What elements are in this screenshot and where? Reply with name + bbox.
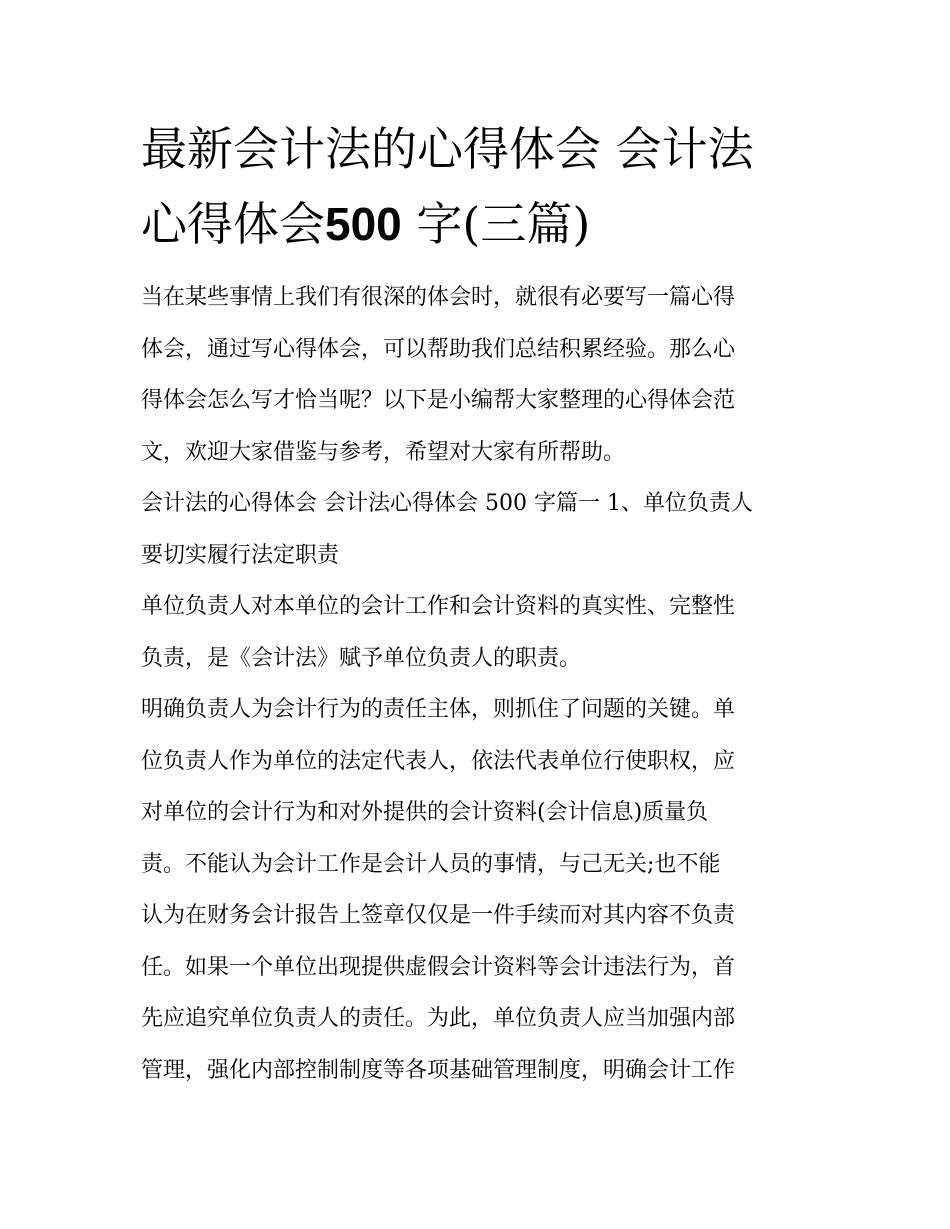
text-line: 对单位的会计行为和对外提供的会计资料(会计信息)质量负 <box>141 800 709 825</box>
paragraph-responsibility <box>141 581 813 684</box>
text-line: 单位负责人对本单位的会计工作和会计资料的真实性、完整性 <box>141 594 736 619</box>
document-title <box>141 112 813 262</box>
text-line: 责。不能认为会计工作是会计人员的事情，与己无关;也不能 <box>141 851 721 877</box>
text-line: 管理，强化内部控制制度等各项基础管理制度，明确会计工作 <box>141 1057 736 1083</box>
title-line-2-text: 心得体会 <box>141 197 325 251</box>
document-content <box>141 112 813 1096</box>
text-line: 认为在财务会计报告上签章仅仅是一件手续而对其内容不负责 <box>141 903 736 928</box>
paragraph-body <box>141 684 813 1096</box>
title-line-1: 最新会计法的心得体会 会计法 <box>141 122 754 176</box>
document-body <box>141 272 813 1096</box>
text-line: 体会，通过写心得体会，可以帮助我们总结积累经验。那么心 <box>141 336 736 362</box>
title-line-2 <box>141 187 813 262</box>
paragraph-section-heading <box>141 478 813 581</box>
text-line: 任。如果一个单位出现提供虚假会计资料等会计违法行为，首 <box>141 954 736 980</box>
text-line: 明确负责人为会计行为的责任主体，则抓住了问题的关键。单 <box>141 697 736 722</box>
text-line: 要切实履行法定职责 <box>141 542 340 568</box>
text-line: 文，欢迎大家借鉴与参考，希望对大家有所帮助。 <box>141 439 626 465</box>
text-line: 当在某些事情上我们有很深的体会时，就很有必要写一篇心得 <box>141 285 736 310</box>
text-line: 位负责人作为单位的法定代表人，依法代表单位行使职权，应 <box>141 748 736 774</box>
paragraph-intro <box>141 272 813 478</box>
title-number: 500 <box>325 198 402 250</box>
text-line: 负责，是《会计法》赋予单位负责人的职责。 <box>141 645 582 671</box>
text-line: 会计法的心得体会 会计法心得体会 500 字篇一 1、单位负责人 <box>141 491 753 516</box>
text-line: 先应追究单位负责人的责任。为此，单位负责人应当加强内部 <box>141 1006 736 1031</box>
text-line: 得体会怎么写才恰当呢？以下是小编帮大家整理的心得体会范 <box>141 388 736 413</box>
title-line-2-suffix: 字(三篇) <box>401 197 591 251</box>
